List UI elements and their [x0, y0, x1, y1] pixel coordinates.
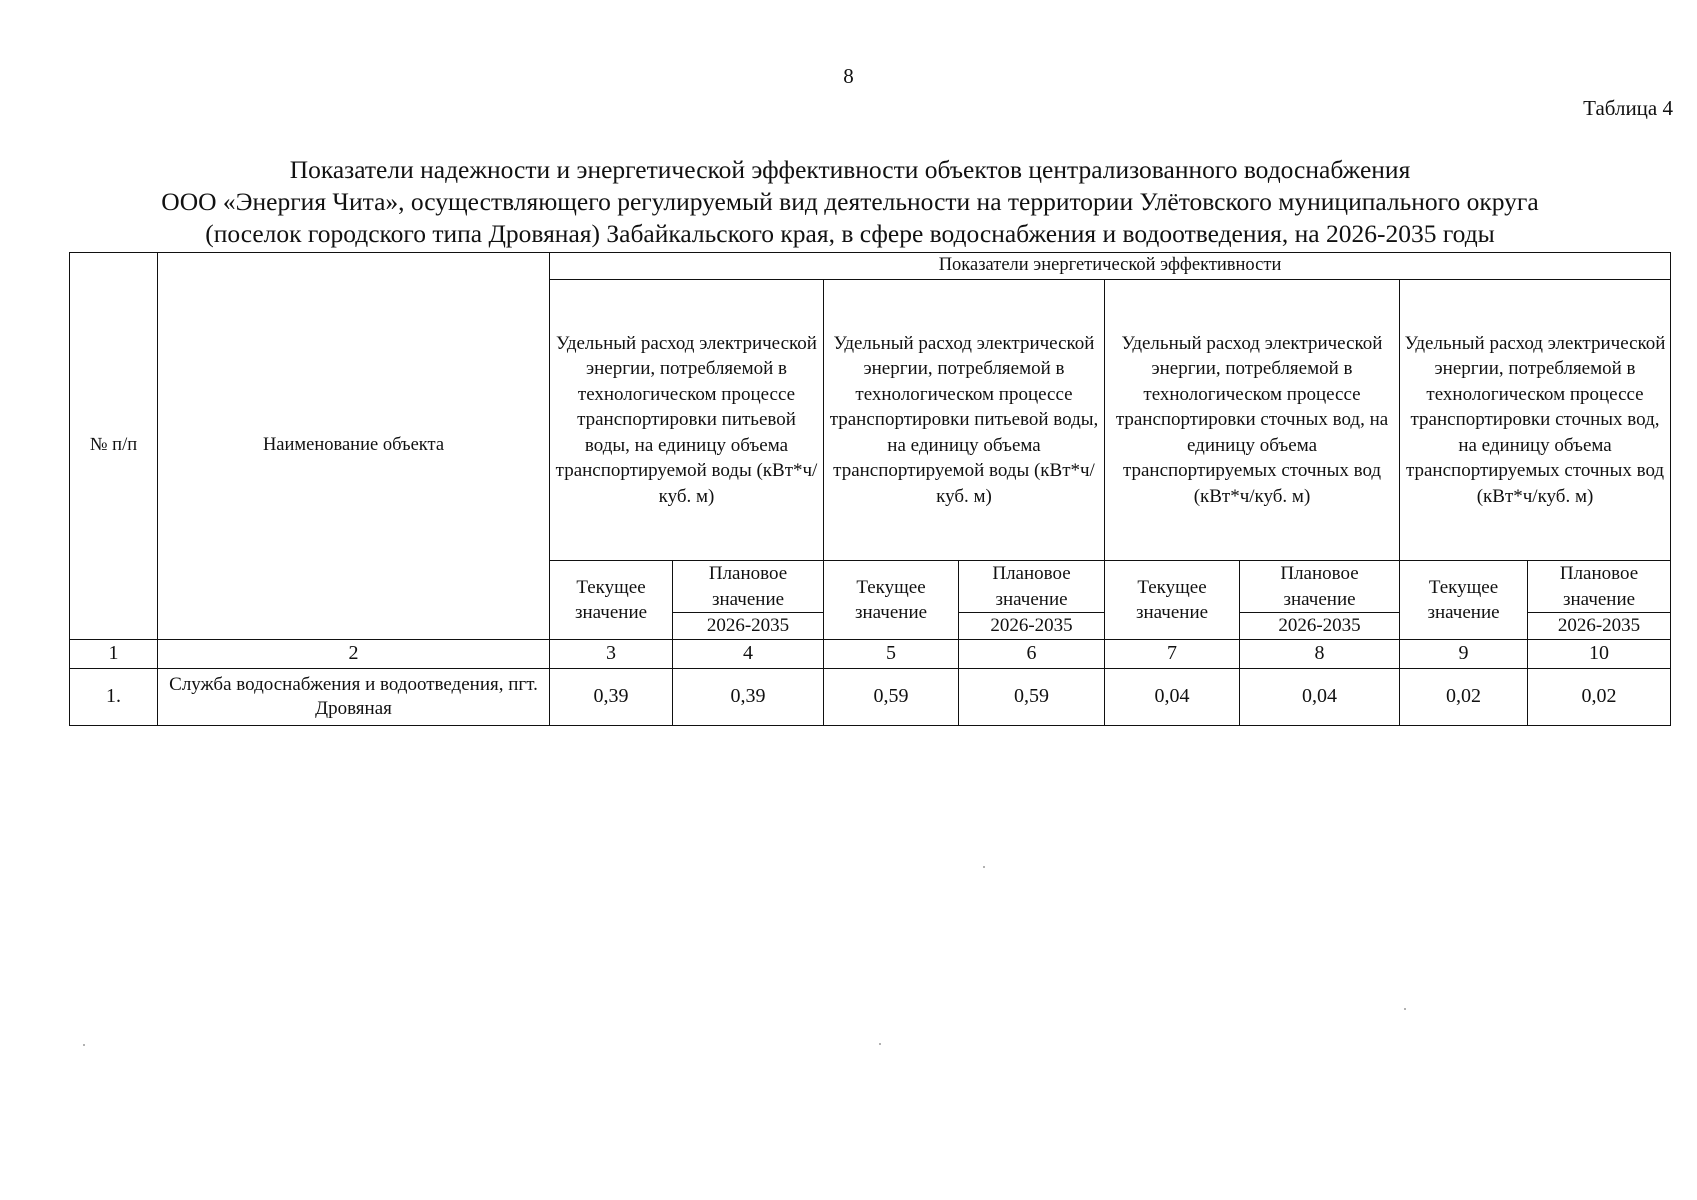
row-value-planned-3: 0,04 [1240, 669, 1400, 726]
row-value-current-2: 0,59 [824, 669, 959, 726]
header-period-1: 2026-2035 [673, 613, 824, 640]
column-number: 5 [824, 640, 959, 669]
column-number: 3 [550, 640, 673, 669]
row-value-current-3: 0,04 [1105, 669, 1240, 726]
row-number: 1. [70, 669, 158, 726]
header-planned-2: Плановое значение [959, 561, 1105, 613]
row-value-planned-4: 0,02 [1528, 669, 1671, 726]
column-number: 10 [1528, 640, 1671, 669]
header-period-3: 2026-2035 [1240, 613, 1400, 640]
header-period-4: 2026-2035 [1528, 613, 1671, 640]
header-current-3: Текущее значение [1105, 561, 1240, 640]
header-planned-3: Плановое значение [1240, 561, 1400, 613]
title-line-2: ООО «Энергия Чита», осуществляющего регулируемый вид деятельности на территории Улётовского муниципального округа [161, 187, 1539, 216]
column-number: 4 [673, 640, 824, 669]
header-planned-1: Плановое значение [673, 561, 824, 613]
header-current-4: Текущее значение [1400, 561, 1528, 640]
row-value-current-1: 0,39 [550, 669, 673, 726]
header-indicator-3: Удельный расход электрической энергии, потребляемой в технологическом процессе транспортировки сточных вод, на единицу объема транспортируемых сточных вод (кВт*ч/куб. м) [1105, 280, 1400, 561]
column-number: 7 [1105, 640, 1240, 669]
header-period-2: 2026-2035 [959, 613, 1105, 640]
row-value-current-4: 0,02 [1400, 669, 1528, 726]
indicators-table [69, 252, 1671, 726]
column-number: 8 [1240, 640, 1400, 669]
column-number: 2 [158, 640, 550, 669]
title-line-3: (поселок городского типа Дровяная) Забайкальского края, в сфере водоснабжения и водоотведения, на 2026-2035 годы [205, 219, 1495, 248]
title-line-1: Показатели надежности и энергетической эффективности объектов централизованного водоснабжения [289, 155, 1411, 184]
header-indicator-4: Удельный расход электрической энергии, потребляемой в технологическом процессе транспортировки сточных вод, на единицу объема транспортируемых сточных вод (кВт*ч/куб. м) [1400, 280, 1671, 561]
row-value-planned-1: 0,39 [673, 669, 824, 726]
header-current-1: Текущее значение [550, 561, 673, 640]
header-current-2: Текущее значение [824, 561, 959, 640]
column-number: 1 [70, 640, 158, 669]
row-object-name: Служба водоснабжения и водоотведения, пгт. Дровяная [158, 669, 550, 726]
header-indicator-2: Удельный расход электрической энергии, потребляемой в технологическом процессе транспортировки питьевой воды, на единицу объема транспортируемой воды (кВт*ч/куб. м) [824, 280, 1105, 561]
page-number: 8 [843, 64, 854, 88]
table-label: Таблица 4 [1583, 96, 1673, 120]
header-energy-efficiency-group: Показатели энергетической эффективности [550, 253, 1671, 280]
scan-speck [1404, 1008, 1406, 1010]
scan-speck [879, 1043, 881, 1045]
table-row [70, 669, 1671, 726]
scan-speck [83, 1044, 85, 1046]
column-number: 9 [1400, 640, 1528, 669]
header-object-name: Наименование объекта [158, 253, 550, 640]
column-number-row [70, 640, 1671, 669]
document-title [40, 154, 1660, 250]
header-planned-4: Плановое значение [1528, 561, 1671, 613]
header-indicator-1: Удельный расход электрической энергии, потребляемой в технологическом процессе транспортировки питьевой воды, на единицу объема транспортируемой воды (кВт*ч/куб. м) [550, 280, 824, 561]
header-row-number: № п/п [70, 253, 158, 640]
row-value-planned-2: 0,59 [959, 669, 1105, 726]
column-number: 6 [959, 640, 1105, 669]
scan-speck [983, 866, 985, 868]
